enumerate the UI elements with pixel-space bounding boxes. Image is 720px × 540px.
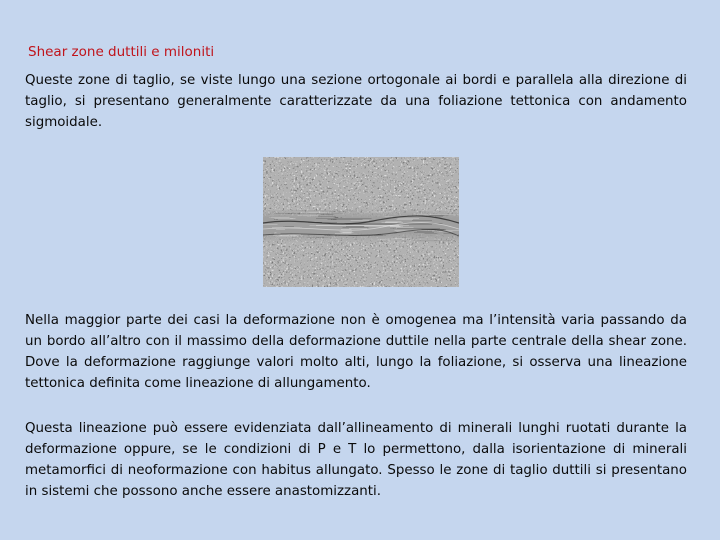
shear-zone-photo xyxy=(263,157,459,287)
rock-texture-image xyxy=(263,157,459,287)
paragraph-lineation: Questa lineazione può essere evidenziata dall’allineamento di minerali lunghi ruotati durante la deformazione oppure, se le condizioni di P e T lo permettono, dalla isorientazione di minerali metamorfici di neoformazione con habitus allungato. Spesso le zone di taglio duttili si presentano in sistemi che possono anche essere anastomizzanti. xyxy=(25,421,687,499)
paragraph-deformation: Nella maggior parte dei casi la deformazione non è omogenea ma l’intensità varia passando da un bordo all’altro con il massimo della deformazione duttile nella parte centrale della shear zone. Dove la deformazione raggiunge valori molto alti, lungo la foliazione, si osserva una lineazione tettonica definita come lineazione di allungamento. xyxy=(25,313,687,391)
slide-title: Shear zone duttili e miloniti xyxy=(28,44,215,60)
paragraph-intro: Queste zone di taglio, se viste lungo una sezione ortogonale ai bordi e parallela alla direzione di taglio, si presentano generalmente caratterizzate da una foliazione tettonica con andamento sigmoidale. xyxy=(25,73,687,130)
